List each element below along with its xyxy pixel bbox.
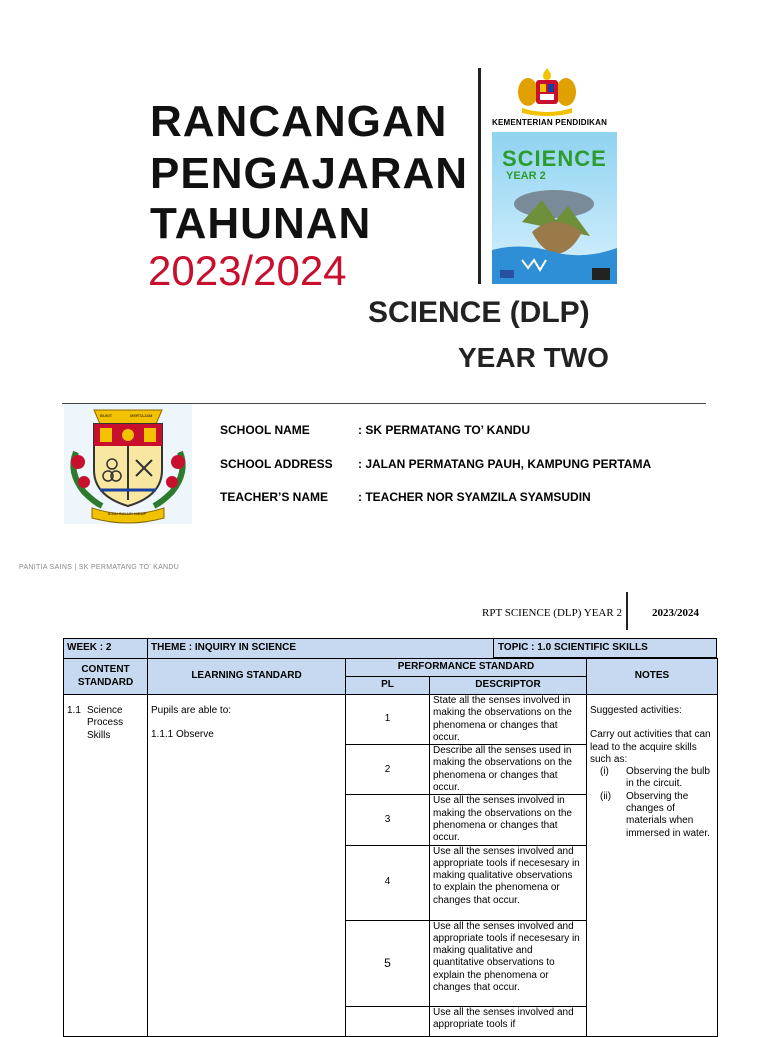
notes-header: NOTES — [587, 659, 718, 695]
notes-cell — [587, 695, 718, 1037]
cover-divider — [478, 68, 481, 284]
descriptor-text: Describe all the senses used in making the observations on the phenomena or changes that occur. — [430, 745, 587, 795]
list-item — [590, 791, 714, 840]
school-address-label: SCHOOL ADDRESS — [220, 457, 333, 471]
cover-year: 2023/2024 — [148, 247, 347, 294]
school-name-value: : SK PERMATANG TO’ KANDU — [358, 423, 531, 437]
descriptor-text: Use all the senses involved and appropriate tools if necesesary in making qualitative and quantitative observations to explain the phenomena or changes that occur. — [430, 920, 587, 1006]
notes-item-number: (ii) — [600, 790, 612, 802]
cover-level: YEAR TWO — [458, 342, 609, 373]
descriptor-text: Use all the senses involved and appropriate tools if necesesary in making qualitative observations to explain the phenomena or changes that occur. — [430, 845, 587, 920]
textbook-subtitle: YEAR 2 — [506, 170, 546, 182]
notes-item-text: Observing the changes of materials when immersed in water. — [626, 790, 710, 839]
notes-title: Suggested activities: — [590, 705, 682, 716]
cover-title-line-1: RANCANGAN — [150, 97, 448, 146]
notes-list — [590, 766, 714, 840]
page-header-divider — [626, 592, 628, 630]
school-logo-motto: ILMU SULUH HIDUP — [108, 511, 147, 516]
pl-header: PL — [346, 677, 430, 695]
content-standard-number: 1.1 — [67, 705, 81, 716]
teacher-name-label: TEACHER’S NAME — [220, 490, 329, 504]
learning-standard-header: LEARNING STANDARD — [148, 659, 346, 695]
descriptor-header: DESCRIPTOR — [430, 677, 587, 695]
school-logo-text-right: MERTAJAM — [130, 413, 153, 418]
table-header-row-1 — [64, 659, 718, 677]
pl-value: 3 — [346, 795, 430, 845]
week-cell: WEEK : 2 — [64, 639, 148, 659]
page-footer: PANITIA SAINS | SK PERMATANG TO’ KANDU — [19, 564, 180, 571]
list-item — [590, 766, 714, 791]
descriptor-text: Use all the senses involved in making the observations on the phenomena or changes that occur. — [430, 795, 587, 845]
page-header-title: RPT SCIENCE (DLP) YEAR 2 — [482, 607, 622, 619]
rpt-table — [63, 638, 718, 1037]
learning-standard-cell — [148, 695, 346, 1037]
pl-value — [346, 1006, 430, 1036]
learning-standard-intro: Pupils are able to: — [151, 705, 232, 716]
teacher-name-value: : TEACHER NOR SYAMZILA SYAMSUDIN — [358, 490, 591, 504]
textbook-title: SCIENCE — [502, 146, 607, 171]
school-name-label: SCHOOL NAME — [220, 423, 310, 437]
descriptor-text: Use all the senses involved and appropriate tools if — [430, 1006, 587, 1036]
topic-cell: TOPIC : 1.0 SCIENTIFIC SKILLS — [493, 638, 717, 658]
notes-item-number: (i) — [600, 766, 609, 778]
ministry-crest-icon — [514, 64, 580, 116]
school-address-value: : JALAN PERMATANG PAUH, KAMPUNG PERTAMA — [358, 457, 652, 471]
pl-value: 5 — [346, 920, 430, 1006]
pl-value: 2 — [346, 745, 430, 795]
cover-title-line-2: PENGAJARAN — [150, 149, 469, 198]
textbook-cover-image — [492, 132, 617, 284]
pl-value: 4 — [346, 845, 430, 920]
descriptor-text: State all the senses involved in making the observations on the phenomena or changes that occur. — [430, 695, 587, 745]
ministry-name: KEMENTERIAN PENDIDIKAN — [492, 118, 608, 127]
cover-subject: SCIENCE (DLP) — [368, 296, 590, 329]
content-standard-cell — [64, 695, 148, 1037]
notes-item-text: Observing the bulb in the circuit. — [626, 766, 710, 790]
cover-title-line-3: TAHUNAN — [150, 199, 372, 248]
school-logo — [64, 404, 192, 524]
page-header-year: 2023/2024 — [652, 607, 700, 619]
school-logo-text-left: BUKIT — [100, 413, 113, 418]
table-row — [64, 695, 718, 745]
notes-intro: Carry out activities that can lead to the acquire skills such as: — [590, 729, 711, 765]
content-standard-header: CONTENT STANDARD — [64, 659, 148, 695]
learning-standard-item: 1.1.1 Observe — [151, 729, 214, 741]
theme-cell: THEME : INQUIRY IN SCIENCE — [148, 639, 587, 659]
content-standard-text: Science Process Skills — [87, 705, 124, 741]
performance-standard-header: PERFORMANCE STANDARD — [346, 659, 587, 677]
pl-value: 1 — [346, 695, 430, 745]
